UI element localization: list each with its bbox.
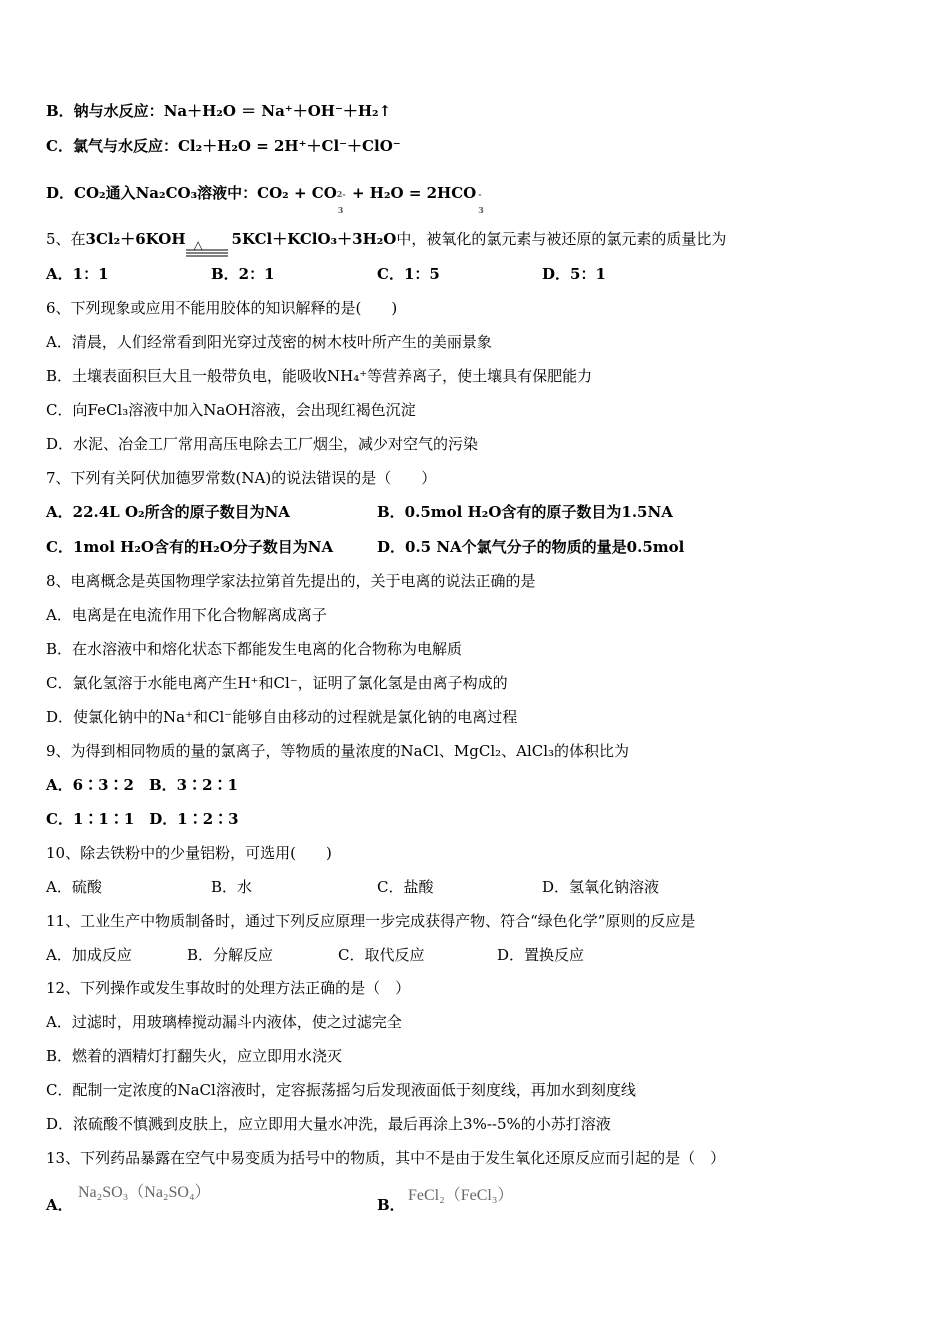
q13-option-a-formula: Na₂SO₃（Na₂SO₄） xyxy=(78,1184,211,1201)
q11-option-a: A．加成反应 xyxy=(46,946,132,964)
q6-option-b: B．土壤表面积巨大且一般带负电，能吸收NH₄⁺等营养离子，使土壤具有保肥能力 xyxy=(46,367,593,385)
heating-condition-icon: △ xyxy=(193,238,203,252)
q9-stem: 9、为得到相同物质的量的氯离子，等物质的量浓度的NaCl、MgCl₂、AlCl₃的体积比为 xyxy=(46,742,630,760)
q8-stem: 8、电离概念是英国物理学家法拉第首先提出的，关于电离的说法正确的是 xyxy=(46,572,536,590)
q11-option-b: B．分解反应 xyxy=(187,946,274,964)
q8-option-b: B．在水溶液中和熔化状态下都能发生电离的化合物称为电解质 xyxy=(46,640,463,658)
q13-option-a-label: A． xyxy=(46,1196,73,1214)
q8-option-a: A．电离是在电流作用下化合物解离成离子 xyxy=(46,606,327,624)
q7-stem: 7、下列有关阿伏加德罗常数(NA)的说法错误的是（ ） xyxy=(46,469,437,487)
q6-option-a: A．清晨，人们经常看到阳光穿过茂密的树木枝叶所产生的美丽景象 xyxy=(46,333,492,351)
q11-stem: 11、工业生产中物质制备时，通过下列反应原理一步完成获得产物、符合“绿色化学”原则的反应是 xyxy=(46,912,696,930)
q13-stem: 13、下列药品暴露在空气中易变质为括号中的物质，其中不是由于发生氧化还原反应而引起的是（ ） xyxy=(46,1149,726,1167)
q9-options-row1: A．6∶3∶2 B．3∶2∶1 xyxy=(46,776,238,794)
q10-stem: 10、除去铁粉中的少量铝粉，可选用( ) xyxy=(46,844,332,862)
q12-option-a: A．过滤时，用玻璃棒搅动漏斗内液体，使之过滤完全 xyxy=(46,1013,402,1031)
q5-option-c: C．1：5 xyxy=(377,265,440,283)
q6-stem: 6、下列现象或应用不能用胶体的知识解释的是( ) xyxy=(46,299,398,317)
q10-option-d: D．氢氧化钠溶液 xyxy=(542,878,660,896)
q5-option-a: A．1：1 xyxy=(46,265,109,283)
q10-option-a: A．硫酸 xyxy=(46,878,102,896)
q8-option-d: D．使氯化钠中的Na⁺和Cl⁻能够自由移动的过程就是氯化钠的电离过程 xyxy=(46,708,518,726)
q12-stem: 12、下列操作或发生事故时的处理方法正确的是（ ） xyxy=(46,979,411,997)
q6-option-c: C．向FeCl₃溶液中加入NaOH溶液，会出现红褐色沉淀 xyxy=(46,401,416,419)
q7-option-a: A．22.4L O₂所含的原子数目为NA xyxy=(46,503,290,521)
q8-option-c: C．氯化氢溶于水能电离产生H⁺和Cl⁻，证明了氯化氢是由离子构成的 xyxy=(46,674,508,692)
q11-option-c: C．取代反应 xyxy=(338,946,425,964)
q7-option-b: B．0.5mol H₂O含有的原子数目为1.5NA xyxy=(377,503,673,521)
q4-option-c: C．氯气与水反应：Cl₂＋H₂O = 2H⁺＋Cl⁻＋ClO⁻ xyxy=(46,137,401,155)
q11-option-d: D．置换反应 xyxy=(497,946,585,964)
q7-option-c: C．1mol H₂O含有的H₂O分子数目为NA xyxy=(46,538,334,556)
q5-option-b: B．2：1 xyxy=(211,265,275,283)
q12-option-c: C．配制一定浓度的NaCl溶液时，定容振荡摇匀后发现液面低于刻度线，再加水到刻度线 xyxy=(46,1081,636,1099)
q9-options-row2: C．1∶1∶1 D．1∶2∶3 xyxy=(46,810,239,828)
q5-stem: 5、在3Cl₂＋6KOH △ 5KCl＋KClO₃＋3H₂O中，被氧化的氯元素与被还原的氯元素的质量比为 xyxy=(46,229,726,249)
q4-option-d: D．CO₂通入Na₂CO₃溶液中：CO₂ + CO 2- 3 + H₂O = 2HCO - 3 xyxy=(46,184,484,215)
q5-option-d: D．5：1 xyxy=(542,265,606,283)
q13-option-b-label: B． xyxy=(377,1196,405,1214)
q6-option-d: D．水泥、冶金工厂常用高压电除去工厂烟尘，减少对空气的污染 xyxy=(46,435,479,453)
q10-option-c: C．盐酸 xyxy=(377,878,434,896)
q4-option-b: B．钠与水反应：Na＋H₂O ＝ Na⁺＋OH⁻＋H₂↑ xyxy=(46,102,392,120)
q10-option-b: B．水 xyxy=(211,878,253,896)
equals-arrow-icon xyxy=(186,249,228,257)
q7-option-d: D．0.5 NA个氯气分子的物质的量是0.5mol xyxy=(377,538,685,556)
q12-option-b: B．燃着的酒精灯打翻失火，应立即用水浇灭 xyxy=(46,1047,343,1065)
q12-option-d: D．浓硫酸不慎溅到皮肤上，应立即用大量水冲洗，最后再涂上3%--5%的小苏打溶液 xyxy=(46,1115,611,1133)
q13-option-b-formula: FeCl₂（FeCl₃） xyxy=(408,1187,514,1204)
